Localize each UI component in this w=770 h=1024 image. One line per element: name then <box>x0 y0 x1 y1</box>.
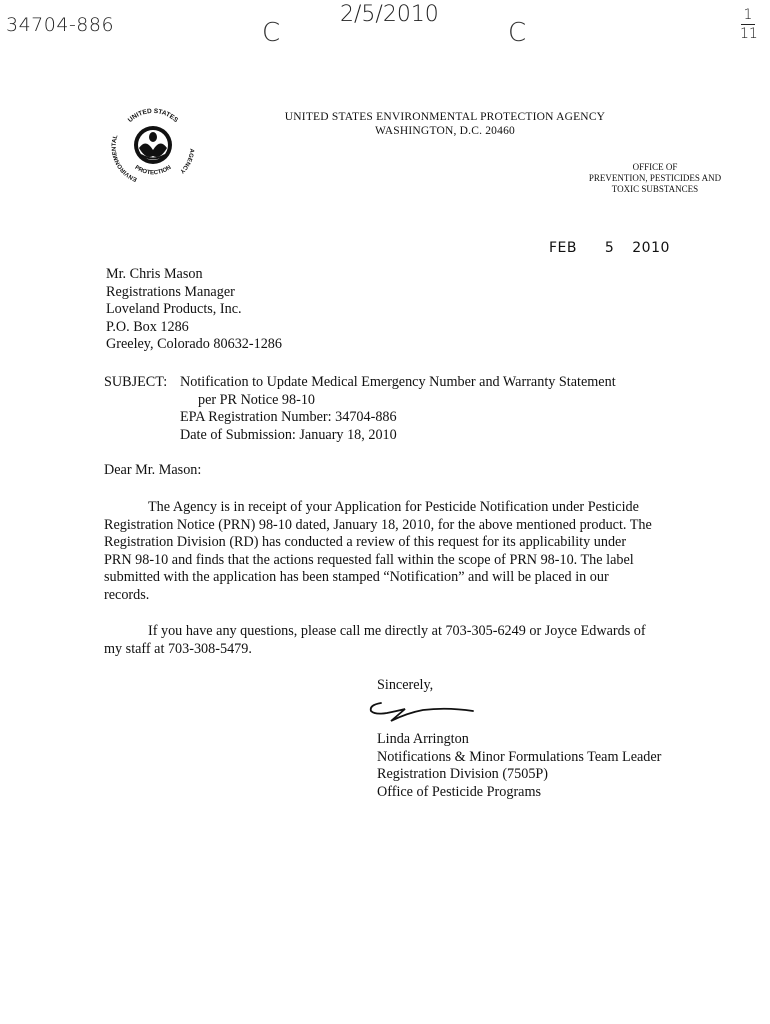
seal-left-text: ENVIRONMENTAL <box>111 134 139 183</box>
page-number-divider <box>741 24 755 25</box>
signer-name: Linda Arrington <box>377 731 469 747</box>
handwritten-page-number <box>740 8 756 41</box>
salutation: Dear Mr. Mason: <box>104 462 202 478</box>
subject-line: per PR Notice 98-10 <box>198 391 316 408</box>
stamp-day: 5 <box>604 240 615 256</box>
signer-division: Registration Division (7505P) <box>377 766 549 782</box>
seal-top-text: UNITED STATES <box>126 107 180 125</box>
handwritten-mark-2: C <box>508 18 527 48</box>
office-line: TOXIC SUBSTANCES <box>611 184 699 194</box>
office-line: OFFICE OF <box>632 162 678 172</box>
paragraph-line: The Agency is in receipt of your Application for Pesticide Notification under Pesticide <box>148 499 639 515</box>
svg-text:UNITED STATES <box>127 108 180 125</box>
signer-office: Office of Pesticide Programs <box>377 783 542 800</box>
paragraph-line: records. <box>104 586 150 603</box>
agency-city: WASHINGTON, D.C. 20460 <box>375 125 515 137</box>
body-paragraph-2 <box>104 623 704 658</box>
recipient-address <box>106 266 282 354</box>
handwritten-date: 2/5/2010 <box>340 2 439 27</box>
paragraph-line: Registration Division (RD) has conducted a review of this request for its applicability under <box>104 534 627 550</box>
address-line: Mr. Chris Mason <box>106 266 203 282</box>
page-number-bottom: 11 <box>740 26 758 42</box>
stamp-month: FEB <box>549 240 578 256</box>
paragraph-line: my staff at 703-308-5479. <box>104 640 252 657</box>
address-line: Registrations Manager <box>106 283 235 300</box>
svg-text:ENVIRONMENTAL <box>112 134 139 182</box>
office-block <box>580 162 730 195</box>
paragraph-line: If you have any questions, please call me directly at 703-305-6249 or Joyce Edwards of <box>148 623 646 639</box>
subject-line: EPA Registration Number: 34704-886 <box>180 409 397 425</box>
page-number-top: 1 <box>743 7 753 23</box>
seal-right-text: AGENCY <box>178 148 195 175</box>
svg-text:PROTECTION <box>133 165 172 177</box>
address-line: Loveland Products, Inc. <box>106 301 242 317</box>
paragraph-line: submitted with the application has been stamped “Notification” and will be placed in our <box>104 569 609 585</box>
office-line: PREVENTION, PESTICIDES AND <box>588 173 722 183</box>
svg-text:AGENCY <box>178 148 194 174</box>
subject-block <box>104 374 704 444</box>
paragraph-line: PRN 98-10 and finds that the actions requested fall within the scope of PRN 98-10. The label <box>104 551 634 568</box>
handwritten-signature <box>367 697 477 727</box>
epa-seal-logo <box>108 100 198 190</box>
subject-line: Notification to Update Medical Emergency Number and Warranty Statement <box>180 374 616 390</box>
paragraph-line: Registration Notice (PRN) 98-10 dated, January 18, 2010, for the above mentioned product. The <box>104 516 652 533</box>
handwritten-mark-1: C <box>262 18 281 48</box>
subject-label: SUBJECT: <box>104 374 168 390</box>
handwritten-file-number: 34704-886 <box>6 14 115 36</box>
address-line: P.O. Box 1286 <box>106 318 189 335</box>
address-line: Greeley, Colorado 80632-1286 <box>106 336 282 352</box>
agency-name: UNITED STATES ENVIRONMENTAL PROTECTION AGENCY <box>284 111 606 123</box>
stamp-year: 2010 <box>632 240 670 256</box>
seal-bottom-text: PROTECTION <box>133 164 173 177</box>
body-paragraph-1 <box>104 499 704 604</box>
signer-block <box>377 731 661 801</box>
subject-line: Date of Submission: January 18, 2010 <box>180 426 397 443</box>
closing: Sincerely, <box>377 677 434 693</box>
signer-title: Notifications & Minor Formulations Team Leader <box>377 748 662 765</box>
date-stamp <box>549 240 670 256</box>
